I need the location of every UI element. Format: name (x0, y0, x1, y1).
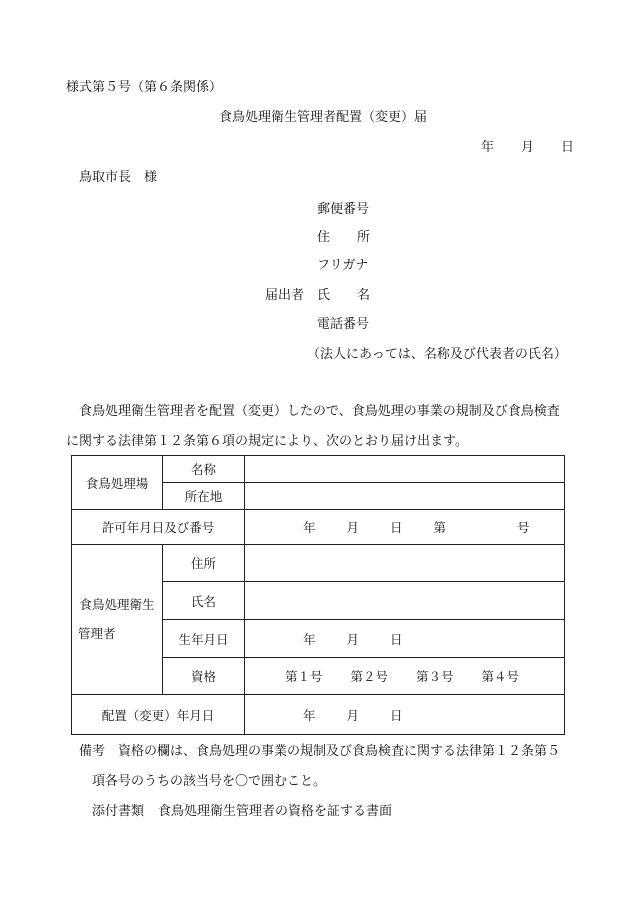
birth-day-label: 日 (390, 631, 403, 647)
assignment-month-label: 月 (346, 707, 360, 723)
birth-date-field[interactable] (245, 620, 565, 658)
qualification-option-2[interactable]: 第２号 (350, 669, 389, 684)
attachment-label: 添付書類 (92, 804, 145, 819)
permit-year-label: 年 (303, 520, 316, 535)
phone-label: 電話番号 (317, 317, 370, 332)
permit-label: 許可年月日及び番号 (72, 510, 245, 545)
qualification-options (245, 658, 565, 695)
applicant-label: 届出者 (265, 288, 305, 303)
birth-date-label: 生年月日 (163, 620, 245, 658)
body-line-2: に関する法律第１２条第６項の規定により、次のとおり届け出ます。 (66, 434, 468, 449)
date-day-label: 日 (561, 140, 575, 155)
document-title: 食鳥処理衛生管理者配置（変更）届 (219, 110, 428, 125)
manager-label (72, 545, 163, 695)
address-label-a: 住 (317, 230, 331, 245)
facility-name-field[interactable] (245, 456, 565, 483)
attachment-text: 食鳥処理衛生管理者の資格を証する書面 (158, 804, 393, 819)
remark-label: 備考 (79, 744, 106, 759)
notification-table (71, 455, 565, 735)
corporate-note: （法人にあっては、名称及び代表者の氏名） (307, 347, 567, 362)
body-line-1: 食鳥処理衛生管理者を配置（変更）したので、食鳥処理の事業の規制及び食鳥検査 (79, 404, 560, 419)
remark-line-1: 資格の欄は、食鳥処理の事業の規制及び食鳥検査に関する法律第１２条第５ (118, 744, 561, 759)
manager-label-line-1: 食鳥処理衛生 (79, 596, 155, 612)
facility-name-label: 名称 (163, 456, 245, 483)
furigana-label: フリガナ (317, 258, 369, 273)
facility-location-field[interactable] (245, 483, 565, 510)
name-label-a: 氏 (317, 288, 331, 303)
birth-year-label: 年 (303, 631, 316, 647)
manager-name-label: 氏名 (163, 582, 245, 620)
assignment-year-label: 年 (303, 707, 316, 723)
manager-name-field[interactable] (245, 582, 565, 620)
permit-day-label: 日 (390, 520, 403, 535)
addressee: 鳥取市長 様 (79, 170, 158, 185)
permit-month-label: 月 (346, 520, 360, 535)
permit-number-prefix: 第 (433, 520, 447, 535)
facility-label: 食鳥処理場 (72, 456, 163, 510)
qualification-option-3[interactable]: 第３号 (416, 669, 454, 684)
qualification-option-4[interactable]: 第４号 (481, 669, 520, 684)
postal-code-label: 郵便番号 (317, 202, 370, 217)
manager-address-label: 住所 (163, 545, 245, 582)
name-label-b: 名 (357, 288, 371, 303)
permit-number-suffix: 号 (517, 520, 530, 535)
manager-label-line-2: 管理者 (78, 625, 116, 641)
qualification-label: 資格 (163, 658, 245, 695)
address-label-b: 所 (357, 230, 371, 245)
date-year-label: 年 (481, 140, 495, 155)
birth-month-label: 月 (346, 631, 360, 647)
manager-address-field[interactable] (245, 545, 565, 582)
assignment-day-label: 日 (390, 707, 403, 723)
facility-location-label: 所在地 (163, 483, 245, 510)
assignment-date-field[interactable] (245, 695, 565, 735)
form-number: 様式第５号（第６条関係） (66, 80, 223, 95)
remark-line-2: 項各号のうちの該当号を〇で囲むこと。 (92, 774, 327, 789)
assignment-date-label: 配置（変更）年月日 (72, 695, 245, 735)
date-month-label: 月 (521, 140, 535, 155)
qualification-option-1[interactable]: 第１号 (285, 669, 323, 684)
permit-date-number-field[interactable] (245, 510, 565, 545)
